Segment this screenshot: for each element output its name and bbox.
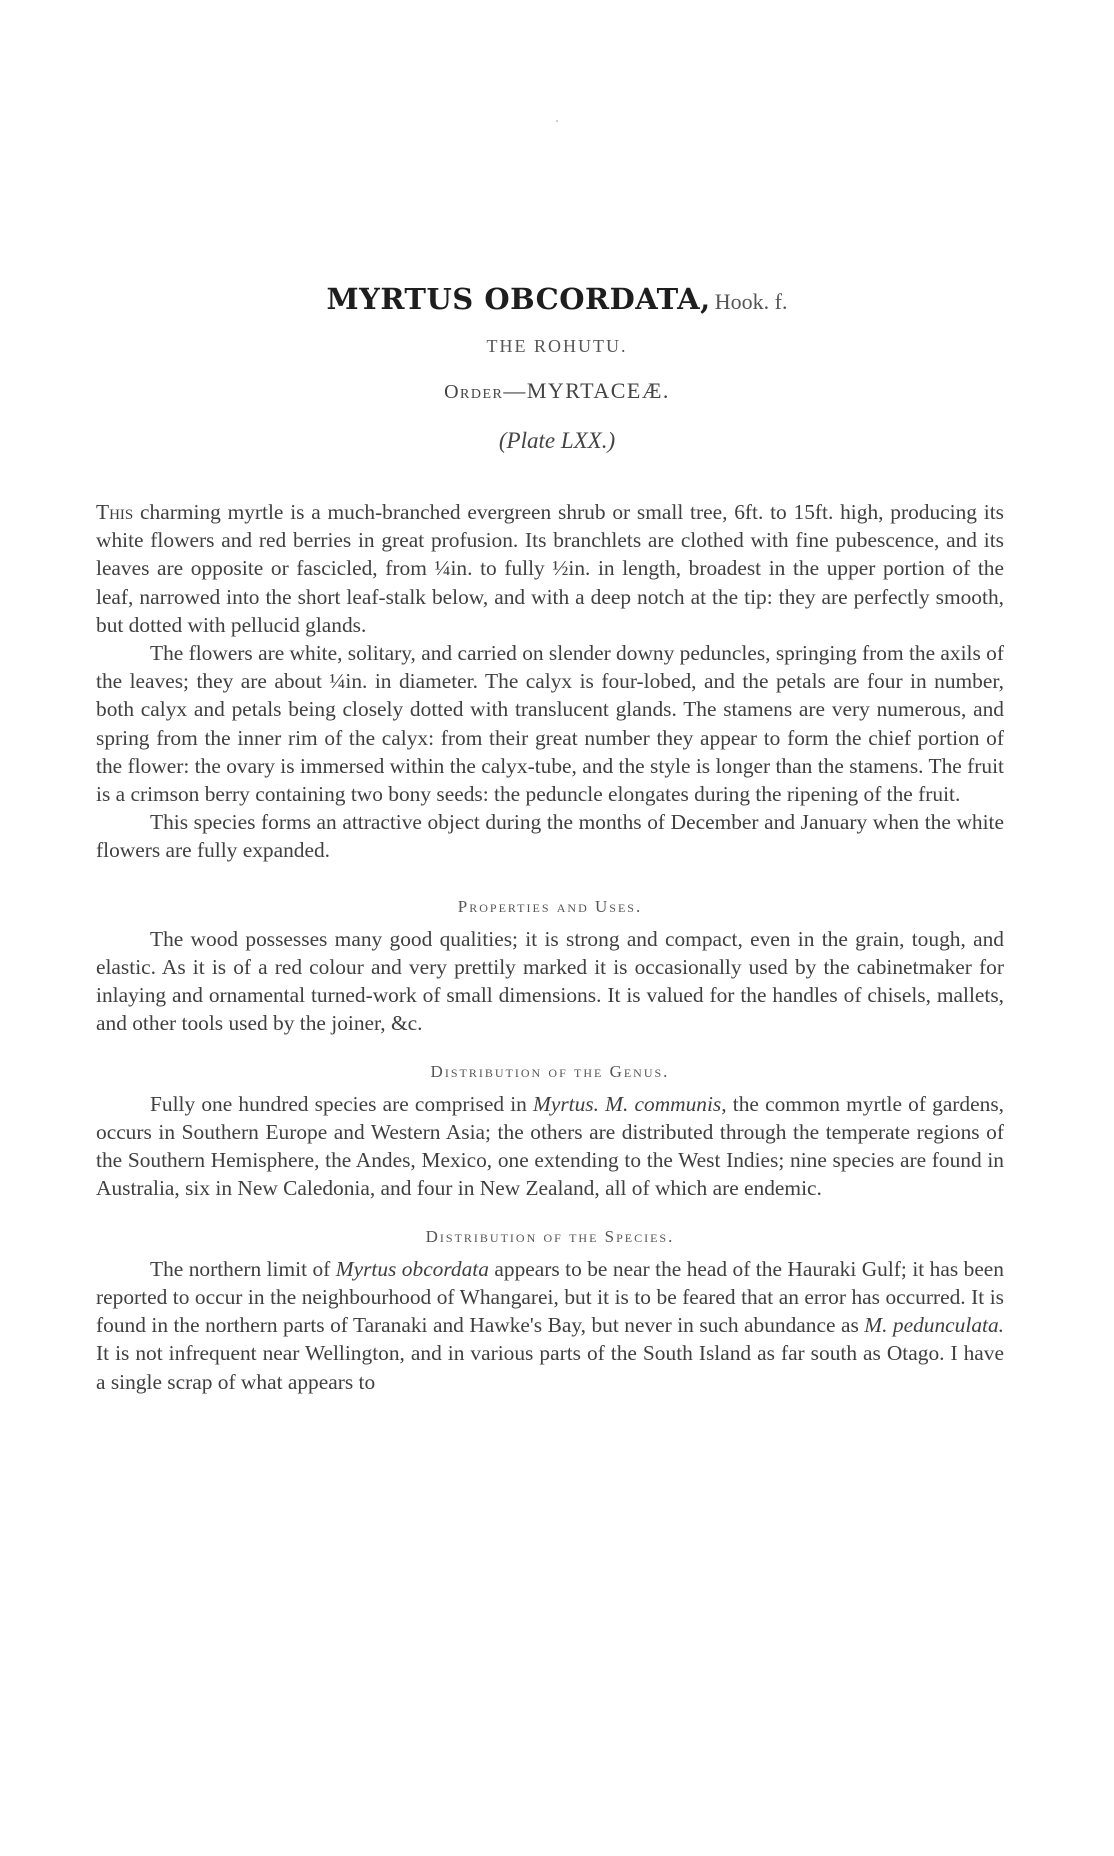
species-dist-text-c: It is not infrequent near Wellington, and in various parts of the South Island as far south as Otago. I have a single scrap of what appears to (96, 1341, 1004, 1394)
order-name: MYRTACEÆ. (526, 378, 670, 403)
common-name: THE ROHUTU. (486, 336, 628, 356)
intro-paragraph-1-text: charming myrtle is a much-branched evergreen shrub or small tree, 6ft. to 15ft. high, producing its white flowers and red berries in great profusion. Its branchlets are clothed with fine pubescence, and its leaves are opposite or fascicled, from ¼in. to fully ½in. in length, broadest in the upper portion of the leaf, narrowed into the short leaf-stalk below, and with a deep notch at the tip: they are perfectly smooth, but dotted with pellucid glands. (96, 500, 1004, 637)
plate-line (0, 428, 1114, 454)
body-text (96, 498, 1004, 1396)
species-dist-text-b: appears to be near the head of the Hauraki Gulf; it has been reported to occur in the neighbourhood of Whangarei, but it is to be feared that an error has occurred. It is found in the northern parts of Taranaki and Hawke's Bay, but never in such abundance as (96, 1256, 1004, 1338)
intro-paragraph-1 (96, 498, 1004, 639)
species-author: Hook. f. (714, 289, 788, 314)
title-line (0, 282, 1114, 316)
genus-paragraph (96, 1090, 1004, 1203)
properties-heading: Properties and Uses. (457, 896, 643, 916)
species-distribution-heading: Distribution of the Species. (425, 1226, 675, 1246)
genus-text-a: Fully one hundred species are comprised in (150, 1091, 534, 1116)
print-speck (556, 120, 558, 122)
plate-reference: (Plate LXX.) (498, 428, 616, 453)
species-distribution-paragraph (96, 1255, 1004, 1396)
species-dist-text-a: The northern limit of (150, 1256, 336, 1281)
common-name-line (0, 336, 1114, 357)
order-line (0, 378, 1114, 404)
intro-paragraph-2: The flowers are white, solitary, and carried on slender downy peduncles, springing from the axils of the leaves; they are about ¼in. in diameter. The calyx is four-lobed, and the petals are four in number, both calyx and petals being closely dotted with translucent glands. The stamens are very numerous, and spring from the inner rim of the calyx: from their great number they appear to form the chief portion of the flower: the ovary is immersed within the calyx-tube, and the style is longer than the stamens. The fruit is a crimson berry containing two bony seeds: the peduncle elongates during the ripening of the fruit. (96, 641, 1004, 807)
genus-name: Myrtus. (533, 1091, 599, 1116)
species-title: MYRTUS OBCORDATA, (326, 282, 711, 316)
genus-text-c: the common myrtle of gardens, occurs in Southern Europe and Western Asia; the others are distributed through the temperate regions of the Southern Hemisphere, the Andes, Mexico, one extending to the West Indies; nine species are found in Australia, six in New Caledonia, and four in New Zealand, all of which are endemic. (96, 1091, 1004, 1201)
species-dist-name: Myrtus obcordata (335, 1256, 489, 1281)
order-label: Order (444, 381, 504, 403)
genus-species-name: M. communis, (605, 1091, 727, 1116)
order-dash: — (503, 378, 527, 403)
intro-paragraph-3: This species forms an attractive object during the months of December and January when the white flowers are fully expanded. (96, 810, 1004, 863)
intro-first-word: This (96, 500, 134, 524)
genus-heading: Distribution of the Genus. (430, 1061, 670, 1081)
properties-paragraph: The wood possesses many good qualities; it is strong and compact, even in the grain, tough, and elastic. As it is of a red colour and very prettily marked it is occasionally used by the cabinetmaker for inlaying and ornamental turned-work of small dimensions. It is valued for the handles of chisels, mallets, and other tools used by the joiner, &c. (96, 926, 1004, 1036)
species-dist-pedunculata: M. pedunculata. (864, 1313, 1004, 1338)
